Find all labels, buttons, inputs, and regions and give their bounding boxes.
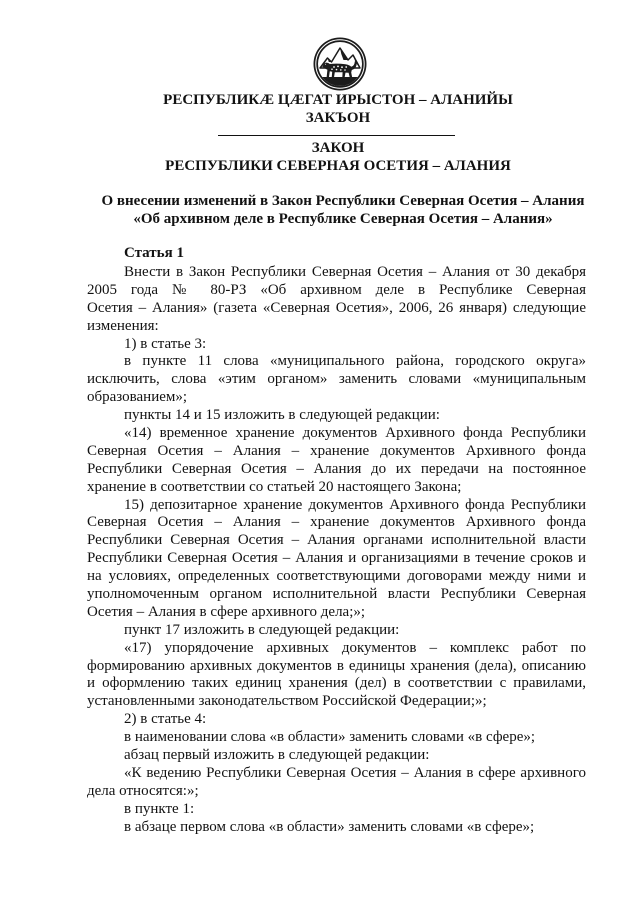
paragraph-line: уполномоченным органом исполнительной власти Республики Северная <box>87 586 586 603</box>
paragraph-line: Республики Северная Осетия – Алания до их передачи на постоянное <box>87 460 586 477</box>
paragraph-line: в наименовании слова «в области» заменить словами «в сфере»; <box>124 729 536 746</box>
paragraph-6 <box>87 497 586 622</box>
paragraph-line: 1) в статье 3: <box>124 335 207 352</box>
paragraph-line: 2005 года № 80-РЗ «Об архивном деле в Республике Северная <box>87 281 586 298</box>
paragraph-7 <box>87 622 586 640</box>
paragraph-3 <box>87 353 586 407</box>
paragraph-line: формированию архивных документов в единицы хранения (дела), описанию <box>87 657 586 674</box>
article-heading: Статья 1 <box>124 245 184 261</box>
paragraph-line: образованием»; <box>87 389 188 406</box>
paragraph-13 <box>87 801 586 819</box>
paragraph-line: Республики Северная Осетия – Алания и организациями в течение сроков и <box>87 550 586 567</box>
paragraph-line: в пункте 11 слова «муниципального района, городского округа» <box>124 353 586 370</box>
paragraph-line: пункты 14 и 15 изложить в следующей редакции: <box>124 407 440 424</box>
header-divider <box>218 135 455 136</box>
paragraph-5 <box>87 425 586 497</box>
russian-law-label: ЗАКОН <box>311 140 365 156</box>
paragraph-line: «14) временное хранение документов Архивного фонда Республики <box>124 425 586 442</box>
paragraph-line: Северная Осетия – Алания – хранение документов Архивного фонда <box>87 514 586 531</box>
paragraph-line: 15) депозитарное хранение документов Архивного фонда Республики <box>124 496 586 513</box>
paragraph-line: Осетия – Алания в сфере архивного дела;»; <box>87 603 366 620</box>
paragraph-4 <box>87 407 586 425</box>
paragraph-line: абзац первый изложить в следующей редакции: <box>124 747 430 764</box>
paragraph-line: исключить, слова «этим органом» заменить словами «муниципальным <box>87 371 586 388</box>
ossetian-law-label: ЗАКЪОН <box>305 110 371 126</box>
paragraph-line: установленными законодательством Российской Федерации;»; <box>87 693 487 710</box>
paragraph-8 <box>87 640 586 712</box>
paragraph-line: Внести в Закон Республики Северная Осетия – Алания от 30 декабря <box>124 264 586 280</box>
paragraph-line: в пункте 1: <box>124 800 195 817</box>
paragraph-2 <box>87 336 586 354</box>
paragraph-line: «17) упорядочение архивных документов – комплекс работ по <box>124 639 586 656</box>
russian-republic-name: РЕСПУБЛИКИ СЕВЕРНАЯ ОСЕТИЯ – АЛАНИЯ <box>165 158 511 174</box>
paragraph-14 <box>87 819 586 837</box>
coat-of-arms-icon <box>313 37 367 91</box>
paragraph-line: на условиях, определенных соответствующими договорами между ними и <box>87 568 586 585</box>
paragraph-line: и оформлению таких единиц хранения (дел) в соответствии с правилами, <box>87 675 586 692</box>
article-body <box>87 264 586 837</box>
paragraph-line: пункт 17 изложить в следующей редакции: <box>124 621 400 638</box>
paragraph-line: хранение в соответствии со статьей 20 настоящего Закона; <box>87 478 462 495</box>
paragraph-10 <box>87 729 586 747</box>
paragraph-1 <box>87 264 586 336</box>
paragraph-11 <box>87 747 586 765</box>
paragraph-9 <box>87 711 586 729</box>
paragraph-line: Осетия – Алания» (газета «Северная Осетия», 2006, 26 января) следующие <box>87 299 586 316</box>
coat-of-arms <box>313 37 367 91</box>
ossetian-republic-name: РЕСПУБЛИКӔ ЦӔГАТ ИРЫСТОН – АЛАНИЙЫ <box>163 92 513 108</box>
paragraph-line: Республики Северная Осетия – Алания органами исполнительной власти <box>87 532 586 549</box>
paragraph-line: «К ведению Республики Северная Осетия – Алания в сфере архивного <box>124 764 586 781</box>
law-title-line-1: О внесении изменений в Закон Республики Северная Осетия – Алания <box>101 193 585 209</box>
law-title-line-2: «Об архивном деле в Республике Северная Осетия – Алания» <box>133 211 553 227</box>
paragraph-line: изменения: <box>87 317 159 334</box>
paragraph-line: 2) в статье 4: <box>124 711 207 728</box>
paragraph-line: Северная Осетия – Алания – хранение документов Архивного фонда <box>87 442 586 459</box>
paragraph-12 <box>87 765 586 801</box>
paragraph-line: в абзаце первом слова «в области» заменить словами «в сфере»; <box>124 818 535 835</box>
paragraph-line: дела относятся:»; <box>87 782 199 799</box>
